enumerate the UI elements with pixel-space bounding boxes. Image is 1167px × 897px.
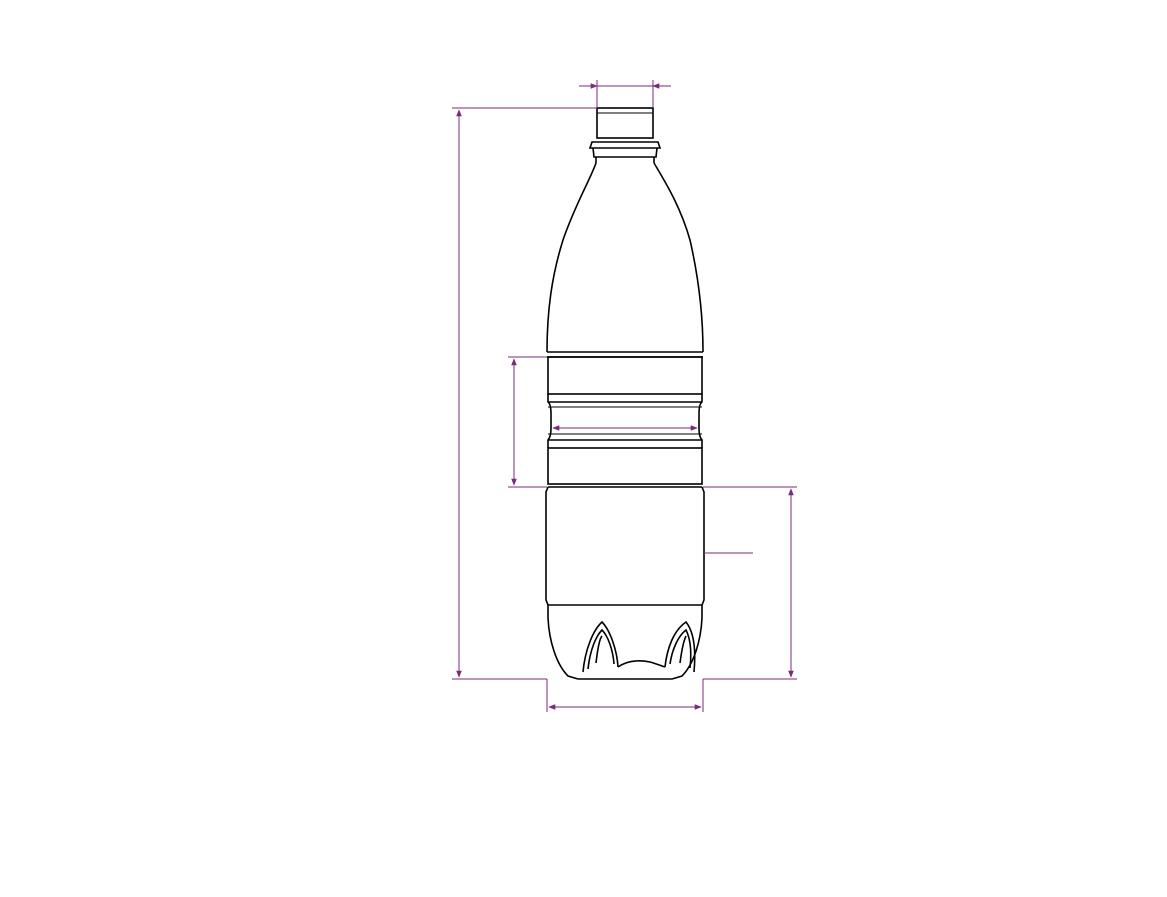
dimension-lines bbox=[452, 80, 797, 712]
bottle-outline bbox=[546, 108, 704, 679]
